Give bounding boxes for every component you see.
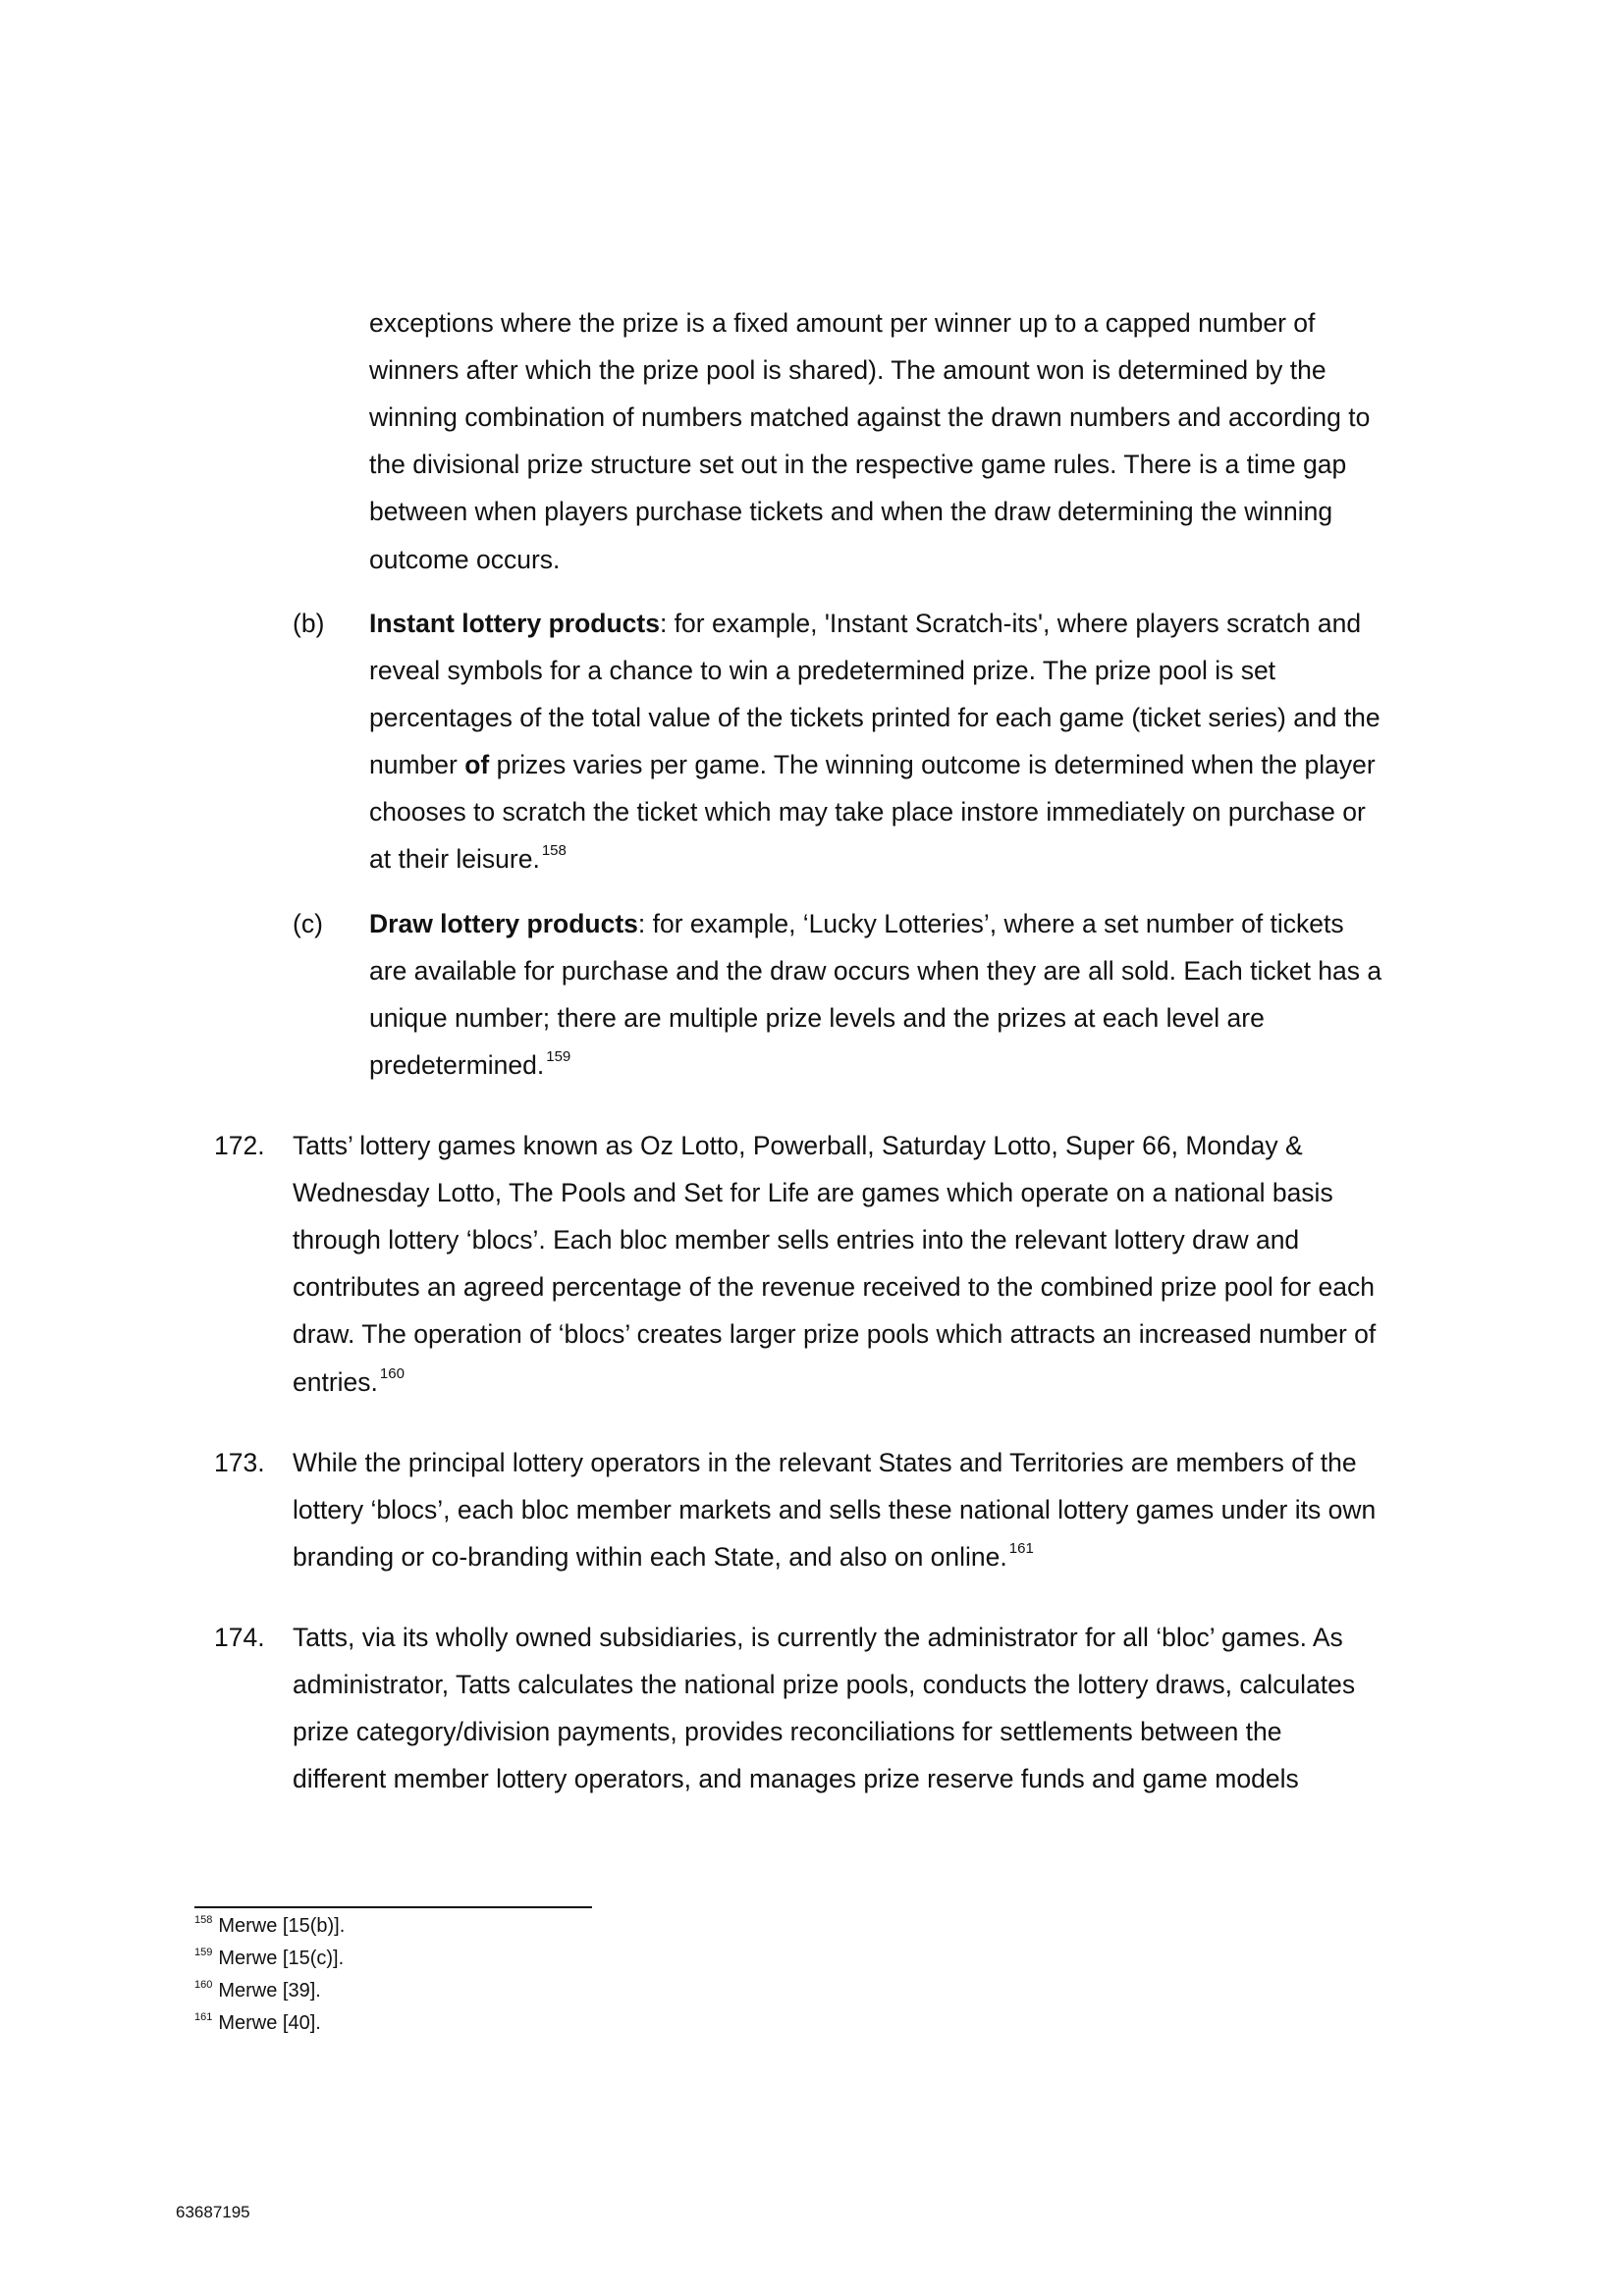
- item-b-line: reveal symbols for a chance to win a predetermined prize. The prize pool is set: [369, 656, 1276, 685]
- item-b-line: Instant lottery products: for example, 'Instant Scratch-its', where players scratch and: [369, 609, 1362, 638]
- item-c-label: (c): [293, 909, 323, 938]
- paragraph-line: Wednesday Lotto, The Pools and Set for Life are games which operate on a national basis: [293, 1178, 1333, 1207]
- intro-line: exceptions where the prize is a fixed amount per winner up to a capped number of: [369, 308, 1316, 338]
- footnote-159: $^{159}$ Merwe [15(c)].: [194, 1947, 345, 1969]
- paragraph-line: administrator, Tatts calculates the national prize pools, conducts the lottery draws, calculates: [293, 1670, 1356, 1699]
- item-c-line: are available for purchase and the draw occurs when they are all sold. Each ticket has a: [369, 956, 1382, 986]
- item-b-line: number of prizes varies per game. The winning outcome is determined when the player: [369, 750, 1376, 779]
- footnote-separator: [194, 1906, 592, 1908]
- item-c-line: predetermined. $^{159}$: [369, 1048, 571, 1080]
- paragraph-line: lottery ‘blocs’, each bloc member markets and sells these national lottery games under its own: [293, 1495, 1377, 1524]
- item-b-label: (b): [293, 609, 325, 638]
- intro-line: winning combination of numbers matched against the drawn numbers and according to: [369, 402, 1371, 432]
- footnote-ref-161[interactable]: 161: [1008, 1540, 1034, 1557]
- paragraph-line: prize category/division payments, provides reconciliations for settlements between the: [293, 1717, 1282, 1746]
- paragraph-line: contributes an agreed percentage of the revenue received to the combined prize pool for each: [293, 1272, 1375, 1302]
- footnote-160: $^{160}$ Merwe [39].: [194, 1979, 321, 2002]
- footnote-ref-158[interactable]: 158: [541, 842, 567, 859]
- paragraph-line: through lottery ‘blocs’. Each bloc member sells entries into the relevant lottery draw and: [293, 1225, 1300, 1255]
- intro-line: outcome occurs.: [369, 545, 561, 574]
- footnote-158: $^{158}$ Merwe [15(b)].: [194, 1914, 346, 1937]
- item-c-line: unique number; there are multiple prize levels and the prizes at each level are: [369, 1003, 1265, 1033]
- intro-line: the divisional prize structure set out in the respective game rules. There is a time gap: [369, 450, 1347, 479]
- item-b-heading: Instant lottery products: [369, 609, 660, 638]
- footnote-ref-160[interactable]: 160: [379, 1365, 405, 1382]
- paragraph-line: Tatts, via its wholly owned subsidiaries, is currently the administrator for all ‘bloc’ games. As: [293, 1623, 1343, 1652]
- paragraph-line: Tatts’ lottery games known as Oz Lotto, Powerball, Saturday Lotto, Super 66, Monday &: [293, 1131, 1303, 1160]
- item-b-line: at their leisure. $^{158}$: [369, 842, 567, 874]
- paragraph-line: different member lottery operators, and manages prize reserve funds and game models: [293, 1764, 1299, 1793]
- intro-line: between when players purchase tickets and when the draw determining the winning: [369, 497, 1333, 526]
- item-c-heading: Draw lottery products: [369, 909, 638, 938]
- paragraph-number: 173.: [214, 1448, 265, 1477]
- item-c-line: Draw lottery products: for example, ‘Lucky Lotteries’, where a set number of tickets: [369, 909, 1344, 938]
- document-number: 63687195: [176, 2203, 250, 2221]
- item-b-line: percentages of the total value of the tickets printed for each game (ticket series) and the: [369, 703, 1380, 732]
- paragraph-line: While the principal lottery operators in the relevant States and Territories are members of the: [293, 1448, 1357, 1477]
- paragraph-number: 174.: [214, 1623, 265, 1652]
- paragraph-number: 172.: [214, 1131, 265, 1160]
- footnote-ref-159[interactable]: 159: [546, 1048, 571, 1065]
- item-b-line: chooses to scratch the ticket which may take place instore immediately on purchase or: [369, 797, 1366, 827]
- footnote-161: $^{161}$ Merwe [40].: [194, 2011, 321, 2034]
- paragraph-line: draw. The operation of ‘blocs’ creates larger prize pools which attracts an increased number of: [293, 1319, 1377, 1349]
- intro-line: winners after which the prize pool is shared). The amount won is determined by the: [369, 355, 1326, 385]
- paragraph-line: branding or co-branding within each State, and also on online. $^{161}$: [293, 1540, 1034, 1572]
- paragraph-line: entries. $^{160}$: [293, 1365, 405, 1397]
